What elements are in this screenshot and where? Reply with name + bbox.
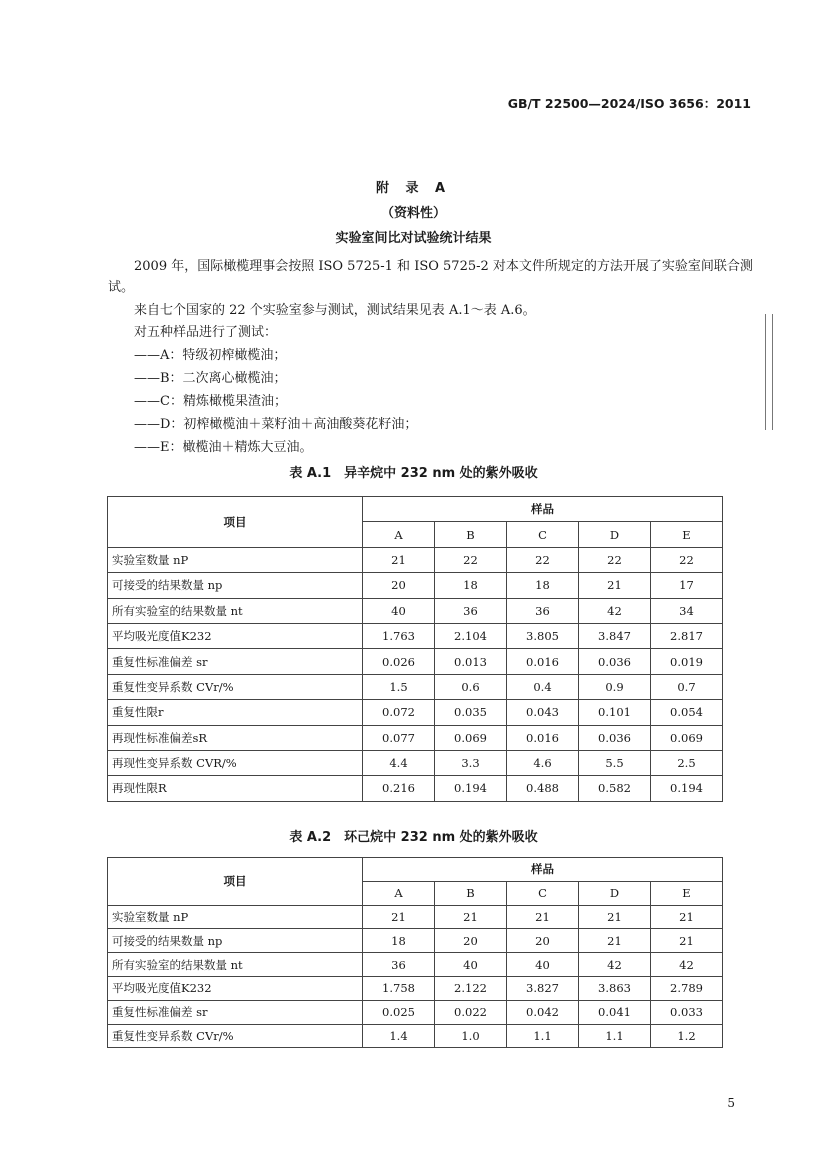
column-header: B	[435, 522, 507, 547]
annex-type: （资料性）	[380, 206, 446, 221]
table-cell: 0.016	[507, 725, 579, 750]
participants-paragraph: 来自七个国家的 22 个实验室参与测试，测试结果见表 A.1～表 A.6。	[134, 303, 536, 318]
column-header: A	[363, 522, 435, 547]
table-cell: 0.025	[363, 1000, 435, 1024]
table-cell: 0.043	[507, 700, 579, 725]
table-cell: 40	[363, 598, 435, 623]
table-row	[108, 776, 723, 801]
table-cell: 0.072	[363, 700, 435, 725]
table-cell: 0.216	[363, 776, 435, 801]
table-cell: 3.847	[579, 623, 651, 648]
column-header: C	[507, 881, 579, 905]
table-cell: 21	[363, 547, 435, 572]
row-label: 可接受的结果数量 np	[108, 929, 363, 953]
table-cell: 21	[579, 573, 651, 598]
row-label: 平均吸光度值K232	[108, 976, 363, 1000]
table-row	[108, 623, 723, 648]
list-item: ——E：橄榄油＋精炼大豆油。	[134, 440, 313, 455]
table-row	[108, 700, 723, 725]
table-cell: 18	[435, 573, 507, 598]
table-cell: 21	[363, 905, 435, 929]
table-cell: 0.4	[507, 674, 579, 699]
row-label: 实验室数量 nP	[108, 905, 363, 929]
table-cell: 20	[363, 573, 435, 598]
row-label: 再现性限R	[108, 776, 363, 801]
table-cell: 3.863	[579, 976, 651, 1000]
table-row	[108, 953, 723, 977]
table-cell: 0.9	[579, 674, 651, 699]
row-label: 重复性标准偏差 sr	[108, 1000, 363, 1024]
table-cell: 21	[507, 905, 579, 929]
table-cell: 17	[651, 573, 723, 598]
table-cell: 0.194	[435, 776, 507, 801]
table-cell: 0.069	[651, 725, 723, 750]
intro-paragraph: 2009 年，国际橄榄理事会按照 ISO 5725-1 和 ISO 5725-2 对本文件所规定的方法开展了实验室间联合测试。	[108, 259, 753, 295]
table-a1	[107, 496, 723, 802]
table-cell: 1.758	[363, 976, 435, 1000]
table-cell: 0.077	[363, 725, 435, 750]
table-cell: 1.2	[651, 1024, 723, 1048]
table-cell: 20	[507, 929, 579, 953]
table-cell: 40	[435, 953, 507, 977]
column-header: E	[651, 522, 723, 547]
table-row	[108, 649, 723, 674]
table-cell: 4.6	[507, 750, 579, 775]
table-header-samples: 样品	[363, 858, 723, 882]
table-row	[108, 750, 723, 775]
table-row	[108, 725, 723, 750]
column-header: C	[507, 522, 579, 547]
table-cell: 0.054	[651, 700, 723, 725]
samples-intro: 对五种样品进行了测试：	[134, 325, 278, 340]
row-label: 重复性标准偏差 sr	[108, 649, 363, 674]
list-item: ——B：二次离心橄榄油；	[134, 371, 287, 386]
table-cell: 21	[579, 929, 651, 953]
row-label: 重复性限r	[108, 700, 363, 725]
table-cell: 3.3	[435, 750, 507, 775]
table-row	[108, 674, 723, 699]
table-cell: 42	[579, 953, 651, 977]
table-cell: 20	[435, 929, 507, 953]
table-row	[108, 929, 723, 953]
table-cell: 0.035	[435, 700, 507, 725]
table-cell: 1.1	[507, 1024, 579, 1048]
row-label: 可接受的结果数量 np	[108, 573, 363, 598]
table-cell: 0.013	[435, 649, 507, 674]
table-row	[108, 573, 723, 598]
binding-mark	[765, 314, 773, 430]
table-cell: 22	[651, 547, 723, 572]
table-row	[108, 1000, 723, 1024]
column-header: B	[435, 881, 507, 905]
table-cell: 0.041	[579, 1000, 651, 1024]
table-cell: 2.5	[651, 750, 723, 775]
row-label: 所有实验室的结果数量 nt	[108, 953, 363, 977]
table-cell: 18	[507, 573, 579, 598]
table-cell: 2.104	[435, 623, 507, 648]
standard-code: GB/T 22500—2024/ISO 3656：2011	[507, 96, 751, 111]
table-row	[108, 598, 723, 623]
table-cell: 1.0	[435, 1024, 507, 1048]
table-cell: 3.805	[507, 623, 579, 648]
table-cell: 21	[651, 905, 723, 929]
table-cell: 0.6	[435, 674, 507, 699]
table-cell: 36	[507, 598, 579, 623]
row-label: 重复性变异系数 CVr/%	[108, 1024, 363, 1048]
table-cell: 0.194	[651, 776, 723, 801]
table-cell: 2.817	[651, 623, 723, 648]
table-cell: 0.7	[651, 674, 723, 699]
table-cell: 36	[363, 953, 435, 977]
table-cell: 1.763	[363, 623, 435, 648]
table-cell: 0.036	[579, 725, 651, 750]
row-label: 重复性变异系数 CVr/%	[108, 674, 363, 699]
table-header-samples: 样品	[363, 497, 723, 522]
table-cell: 0.016	[507, 649, 579, 674]
row-label: 实验室数量 nP	[108, 547, 363, 572]
list-item: ——C：精炼橄榄果渣油；	[134, 394, 287, 409]
table-cell: 18	[363, 929, 435, 953]
table-cell: 1.4	[363, 1024, 435, 1048]
table-cell: 0.026	[363, 649, 435, 674]
table-header-item: 项目	[108, 497, 363, 548]
table-cell: 2.789	[651, 976, 723, 1000]
table-cell: 22	[435, 547, 507, 572]
table-cell: 0.488	[507, 776, 579, 801]
table-cell: 36	[435, 598, 507, 623]
column-header: A	[363, 881, 435, 905]
table-cell: 0.019	[651, 649, 723, 674]
row-label: 再现性变异系数 CVR/%	[108, 750, 363, 775]
table-row	[108, 976, 723, 1000]
table-cell: 0.101	[579, 700, 651, 725]
row-label: 平均吸光度值K232	[108, 623, 363, 648]
table-cell: 21	[579, 905, 651, 929]
list-item: ——D：初榨橄榄油＋菜籽油＋高油酸葵花籽油；	[134, 417, 418, 432]
annex-subject: 实验室间比对试验统计结果	[335, 231, 492, 246]
table-cell: 4.4	[363, 750, 435, 775]
table-cell: 1.5	[363, 674, 435, 699]
table-cell: 0.033	[651, 1000, 723, 1024]
table-cell: 22	[507, 547, 579, 572]
table-a2-caption: 表 A.2 环己烷中 232 nm 处的紫外吸收	[289, 830, 538, 845]
page-number: 5	[727, 1096, 735, 1110]
table-cell: 0.042	[507, 1000, 579, 1024]
table-cell: 21	[651, 929, 723, 953]
table-cell: 21	[435, 905, 507, 929]
table-cell: 42	[579, 598, 651, 623]
table-cell: 5.5	[579, 750, 651, 775]
table-cell: 0.036	[579, 649, 651, 674]
column-header: D	[579, 881, 651, 905]
column-header: E	[651, 881, 723, 905]
table-a2	[107, 857, 723, 1048]
table-cell: 22	[579, 547, 651, 572]
table-header-item: 项目	[108, 858, 363, 906]
table-row	[108, 547, 723, 572]
table-row	[108, 1024, 723, 1048]
table-cell: 3.827	[507, 976, 579, 1000]
table-cell: 2.122	[435, 976, 507, 1000]
table-cell: 1.1	[579, 1024, 651, 1048]
column-header: D	[579, 522, 651, 547]
row-label: 再现性标准偏差sR	[108, 725, 363, 750]
row-label: 所有实验室的结果数量 nt	[108, 598, 363, 623]
table-cell: 34	[651, 598, 723, 623]
table-cell: 0.069	[435, 725, 507, 750]
list-item: ——A：特级初榨橄榄油；	[134, 348, 287, 363]
table-cell: 42	[651, 953, 723, 977]
samples-list	[134, 344, 417, 459]
table-cell: 0.582	[579, 776, 651, 801]
annex-title: 附 录 A	[375, 181, 452, 196]
table-row	[108, 905, 723, 929]
table-a1-caption: 表 A.1 异辛烷中 232 nm 处的紫外吸收	[289, 466, 538, 481]
table-cell: 40	[507, 953, 579, 977]
table-cell: 0.022	[435, 1000, 507, 1024]
